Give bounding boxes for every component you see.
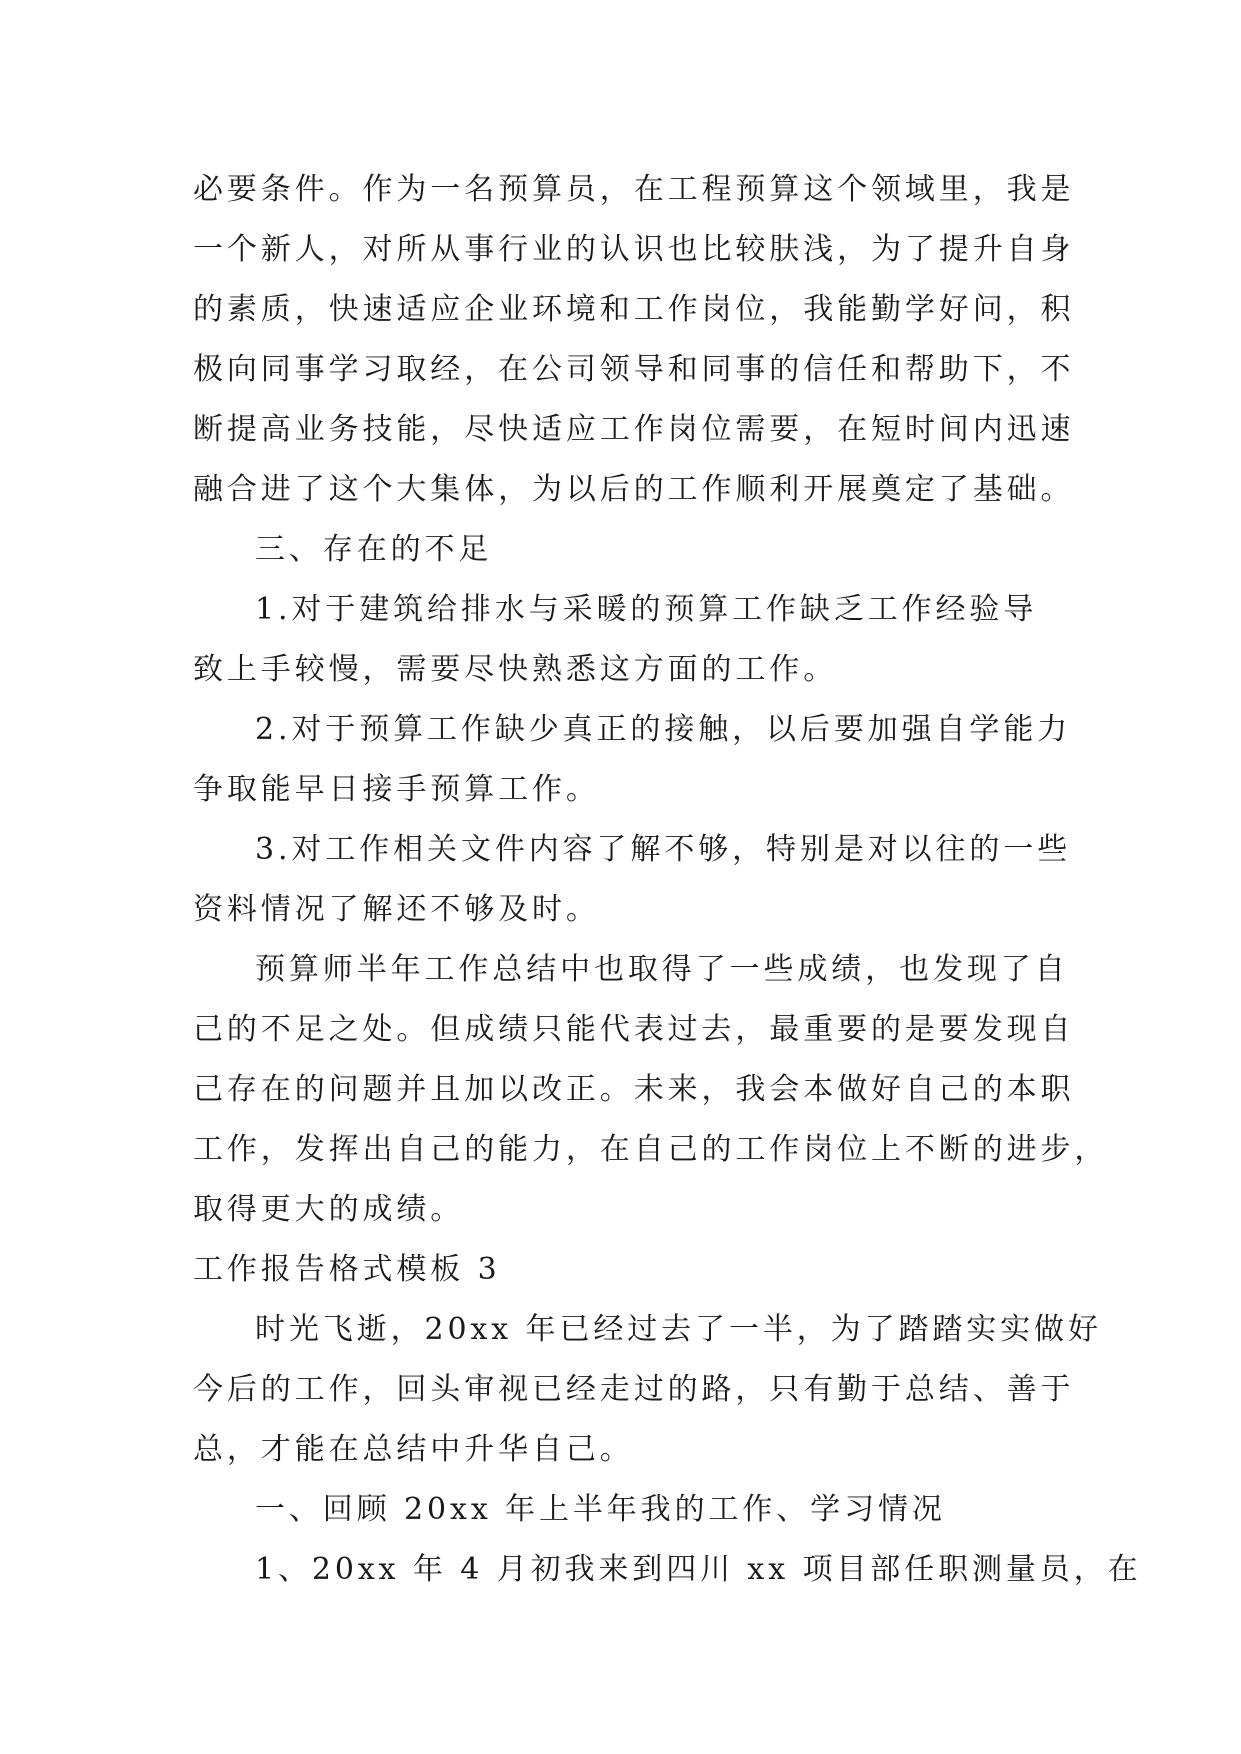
list-item-line: 2.对于预算工作缺少真正的接触，以后要加强自学能力 bbox=[255, 712, 1072, 747]
text-line: 必要条件。作为一名预算员，在工程预算这个领域里，我是 bbox=[193, 172, 1075, 207]
paragraph-start-line: 预算师半年工作总结中也取得了一些成绩，也发现了自 bbox=[255, 952, 1069, 987]
text-line: 工作，发挥出自己的能力，在自己的工作岗位上不断的进步， bbox=[193, 1132, 1109, 1167]
list-item-line: 3.对工作相关文件内容了解不够，特别是对以往的一些 bbox=[255, 832, 1072, 867]
text-line: 断提高业务技能，尽快适应工作岗位需要，在短时间内迅速 bbox=[193, 412, 1075, 447]
text-line: 今后的工作，回头审视已经走过的路，只有勤于总结、善于 bbox=[193, 1372, 1075, 1407]
document-body bbox=[193, 160, 1142, 1600]
list-item-line: 1.对于建筑给排水与采暖的预算工作缺乏工作经验导 bbox=[255, 592, 1038, 627]
text-line: 一个新人，对所从事行业的认识也比较肤浅，为了提升自身 bbox=[193, 232, 1075, 267]
document-title: 工作报告格式模板 3 bbox=[193, 1252, 501, 1287]
text-line: 致上手较慢，需要尽快熟悉这方面的工作。 bbox=[193, 652, 838, 687]
text-line: 的素质，快速适应企业环境和工作岗位，我能勤学好问，积 bbox=[193, 292, 1075, 327]
section-heading: 三、存在的不足 bbox=[255, 532, 493, 567]
section-heading: 一、回顾 20xx 年上半年我的工作、学习情况 bbox=[255, 1492, 946, 1527]
text-line: 极向同事学习取经，在公司领导和同事的信任和帮助下，不 bbox=[193, 352, 1075, 387]
paragraph-start-line: 时光飞逝，20xx 年已经过去了一半，为了踏踏实实做好 bbox=[255, 1312, 1102, 1347]
text-line: 融合进了这个大集体，为以后的工作顺利开展奠定了基础。 bbox=[193, 472, 1075, 507]
text-line: 争取能早日接手预算工作。 bbox=[193, 772, 600, 807]
list-item-line: 1、20xx 年 4 月初我来到四川 xx 项目部任职测量员，在 bbox=[255, 1552, 1142, 1587]
text-line: 总，才能在总结中升华自己。 bbox=[193, 1432, 634, 1467]
text-line: 己存在的问题并且加以改正。未来，我会本做好自己的本职 bbox=[193, 1072, 1075, 1107]
text-line: 己的不足之处。但成绩只能代表过去，最重要的是要发现自 bbox=[193, 1012, 1075, 1047]
text-line: 资料情况了解还不够及时。 bbox=[193, 892, 600, 927]
text-line: 取得更大的成绩。 bbox=[193, 1192, 465, 1227]
